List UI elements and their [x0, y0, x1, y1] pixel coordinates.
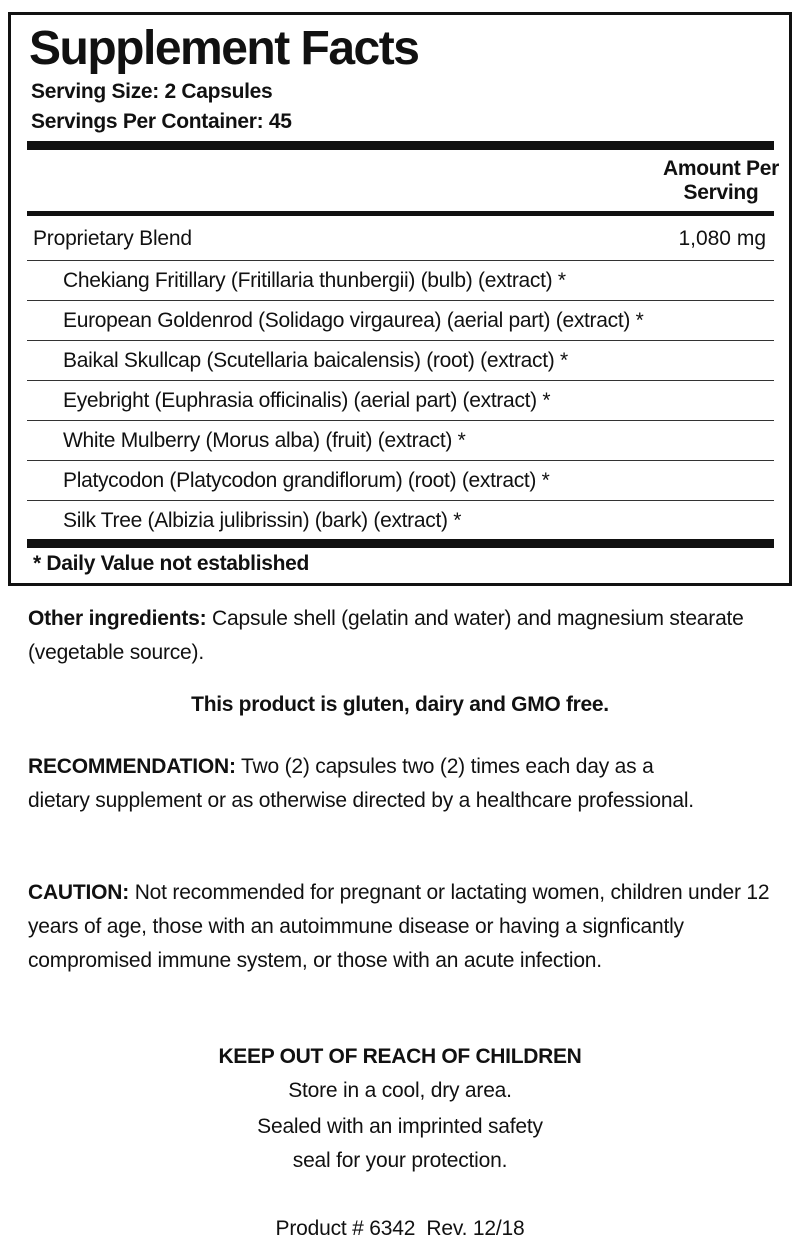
- ingredient-row: Chekiang Fritillary (Fritillaria thunbergii) (bulb) (extract) *: [27, 261, 774, 301]
- daily-value-note: * Daily Value not established: [33, 552, 310, 575]
- allergen-free-statement: This product is gluten, dairy and GMO free.: [191, 693, 609, 716]
- ingredient-row: European Goldenrod (Solidago virgaurea) (aerial part) (extract) *: [27, 301, 774, 341]
- product-number: Product # 6342 Rev. 12/18: [275, 1217, 525, 1240]
- servings-per-container: Servings Per Container: 45: [31, 110, 292, 133]
- ingredient-row: White Mulberry (Morus alba) (fruit) (extract) *: [27, 421, 774, 461]
- caution-label: CAUTION:: [28, 881, 130, 904]
- ingredient-row: Eyebright (Euphrasia officinalis) (aerial part) (extract) *: [27, 381, 774, 421]
- thick-divider-bottom: [27, 539, 774, 548]
- other-ingredients: [28, 602, 768, 670]
- other-ingredients-text: Capsule shell (gelatin and water) and magnesium stearate (vegetable source).: [28, 607, 744, 664]
- ingredient-row: Platycodon (Platycodon grandiflorum) (root) (extract) *: [27, 461, 774, 501]
- amount-header-line2: Serving: [683, 181, 759, 204]
- blend-name: Proprietary Blend: [33, 227, 192, 250]
- divider-middle: [27, 211, 774, 216]
- caution: [28, 876, 778, 978]
- recommendation-text: Two (2) capsules two (2) times each day as a dietary supplement or as otherwise directed by a healthcare professional.: [28, 755, 694, 812]
- seal-notice-line1: Sealed with an imprinted safety: [257, 1115, 543, 1138]
- panel-title: Supplement Facts: [29, 22, 419, 75]
- ingredient-list: [27, 261, 774, 541]
- ingredient-row: Silk Tree (Albizia julibrissin) (bark) (extract) *: [63, 509, 462, 532]
- storage-instructions: Store in a cool, dry area.: [288, 1079, 512, 1102]
- recommendation: [28, 750, 708, 818]
- seal-notice-line2: seal for your protection.: [292, 1149, 508, 1172]
- amount-header-line1: Amount Per: [662, 157, 779, 180]
- serving-size: Serving Size: 2 Capsules: [31, 80, 273, 103]
- keep-out-warning: KEEP OUT OF REACH OF CHILDREN: [218, 1045, 582, 1068]
- thick-divider-top: [27, 141, 774, 150]
- other-ingredients-label: Other ingredients:: [28, 607, 207, 630]
- ingredient-row: Baikal Skullcap (Scutellaria baicalensis) (root) (extract) *: [27, 341, 774, 381]
- recommendation-label: RECOMMENDATION:: [28, 755, 236, 778]
- amount-per-serving-header: [663, 157, 779, 205]
- supplement-facts-panel: [8, 12, 792, 586]
- caution-text: Not recommended for pregnant or lactating women, children under 12 years of age, those with an autoimmune disease or having a signficantly compromised immune system, or those with an acute infection.: [28, 881, 770, 972]
- blend-amount: 1,080 mg: [678, 227, 766, 250]
- proprietary-blend-row: [27, 221, 774, 261]
